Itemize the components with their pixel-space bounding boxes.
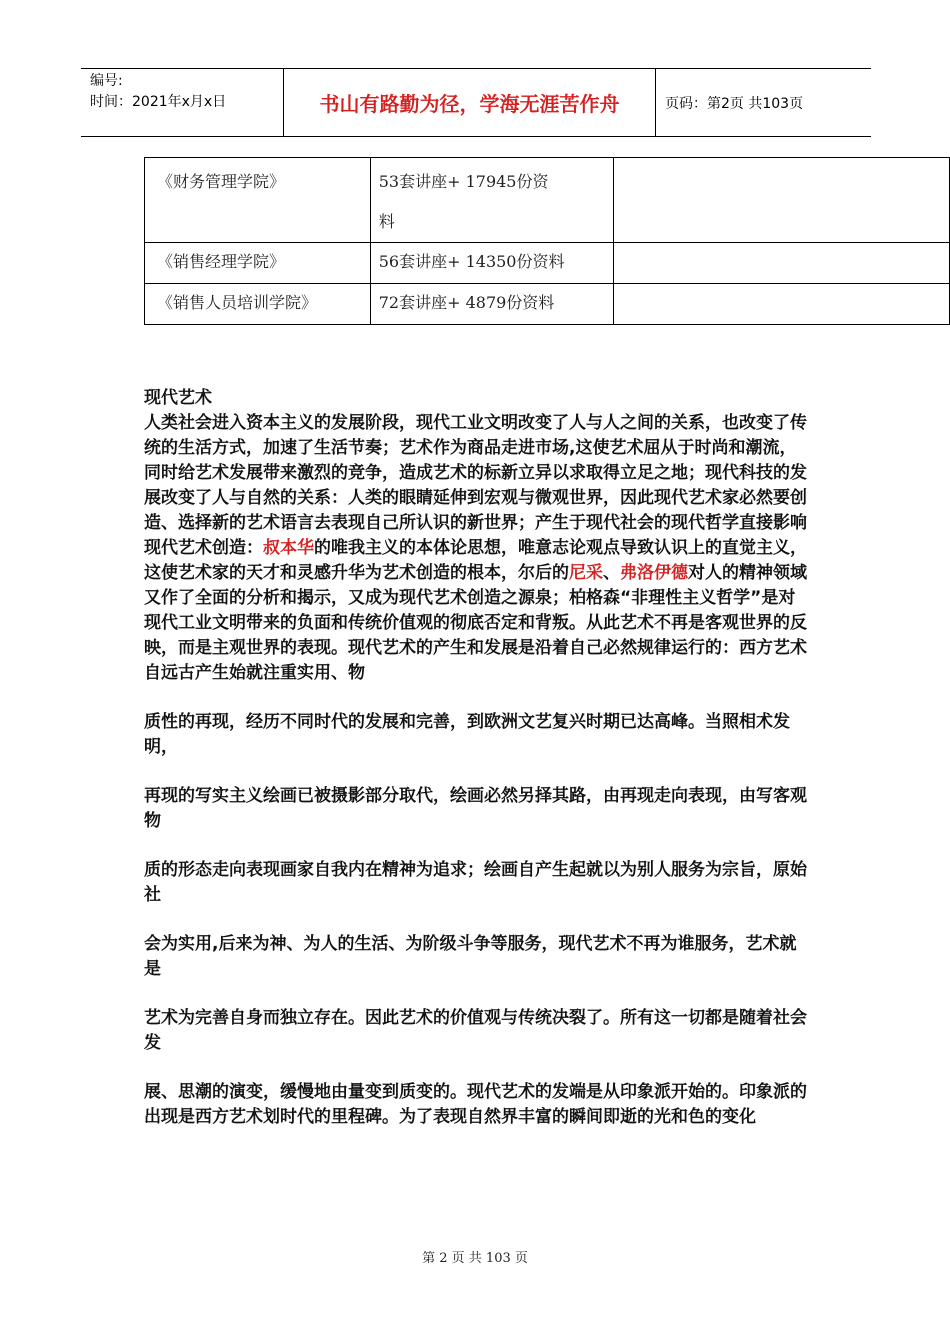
page-header: [81, 68, 871, 137]
paragraph: 质性的再现，经历不同时代的发展和完善，到欧洲文艺复兴时期已达高峰。当照相术发明，: [144, 712, 790, 757]
course-detail-line: 53套讲座+ 17945份资: [378, 172, 549, 191]
text-run: 对人的精神领域又作了全面的分析和揭示，又成为现代艺术创造之源泉；柏格森“非理性主义哲学”是对现代工业文明带来的负面和传统价值观的彻底否定和背叛。从此艺术不再是客观世界的反映，而是主观世界的表现。现代艺术的产生和发展是沿着自己必然规律运行的：西方艺术自远古产生始就注重实用、物: [144, 563, 807, 683]
course-detail: 72套讲座+ 4879份资料: [370, 284, 614, 325]
course-detail-line: 料: [378, 212, 395, 231]
header-meta: [81, 69, 284, 136]
article-body: [144, 386, 812, 1130]
text-run: 、: [603, 563, 620, 583]
course-name: 《销售经理学院》: [145, 243, 371, 284]
paragraph: 再现的写实主义绘画已被摄影部分取代，绘画必然另择其路，由再现走向表现，由写客观物: [144, 786, 807, 831]
course-detail: 56套讲座+ 14350份资料: [370, 243, 614, 284]
table-row: [145, 284, 950, 325]
paragraph: 质的形态走向表现画家自我内在精神为追求；绘画自产生起就以为别人服务为宗旨，原始社: [144, 860, 807, 905]
paragraph: 展、思潮的演变，缓慢地由量变到质变的。现代艺术的发端是从印象派开始的。印象派的出现是西方艺术划时代的里程碑。为了表现自然界丰富的瞬间即逝的光和色的变化: [144, 1082, 807, 1127]
course-table: [144, 157, 950, 325]
article-title: 现代艺术: [144, 388, 212, 408]
serial-label: 编号:: [90, 73, 123, 89]
table-row: [145, 243, 950, 284]
table-row: [145, 158, 950, 243]
highlight-name: 尼采: [569, 563, 603, 583]
page-footer: 第 2 页 共 103 页: [422, 1251, 528, 1266]
time-label: 时间：2021年x月x日: [90, 94, 227, 110]
empty-cell: [614, 284, 950, 325]
paragraph: 艺术为完善自身而独立存在。因此艺术的价值观与传统决裂了。所有这一切都是随着社会发: [144, 1008, 807, 1053]
empty-cell: [614, 243, 950, 284]
highlight-name: 弗洛伊德: [620, 563, 688, 583]
paragraph: [144, 411, 812, 686]
text-run: 的唯我主义的本体论思想，唯意志论观点导致认识上的直觉主义，这使艺术家的天才和灵感升华为艺术创造的根本，尔后的: [144, 538, 807, 583]
course-name: 《销售人员培训学院》: [145, 284, 371, 325]
course-detail: [370, 158, 614, 243]
course-name: 《财务管理学院》: [145, 158, 371, 243]
empty-cell: [614, 158, 950, 243]
text-run: 人类社会进入资本主义的发展阶段，现代工业文明改变了人与人之间的关系，也改变了传统的生活方式，加速了生活节奏；艺术作为商品走进市场,这使艺术屈从于时尚和潮流，同时给艺术发展带来激烈的竞争，造成艺术的标新立异以求取得立足之地；现代科技的发展改变了人与自然的关系：人类的眼睛延伸到宏观与微观世界，因此现代艺术家必然要创造、选择新的艺术语言去表现自己所认识的新世界；产生于现代社会的现代哲学直接影响现代艺术创造：: [144, 413, 807, 558]
highlight-name: 叔本华: [263, 538, 314, 558]
header-page-info: 页码：第2页 共103页: [665, 95, 804, 112]
paragraph: 会为实用,后来为神、为人的生活、为阶级斗争等服务，现代艺术不再为谁服务，艺术就是: [144, 934, 797, 979]
header-motto: 书山有路勤为径，学海无涯苦作舟: [284, 69, 656, 136]
